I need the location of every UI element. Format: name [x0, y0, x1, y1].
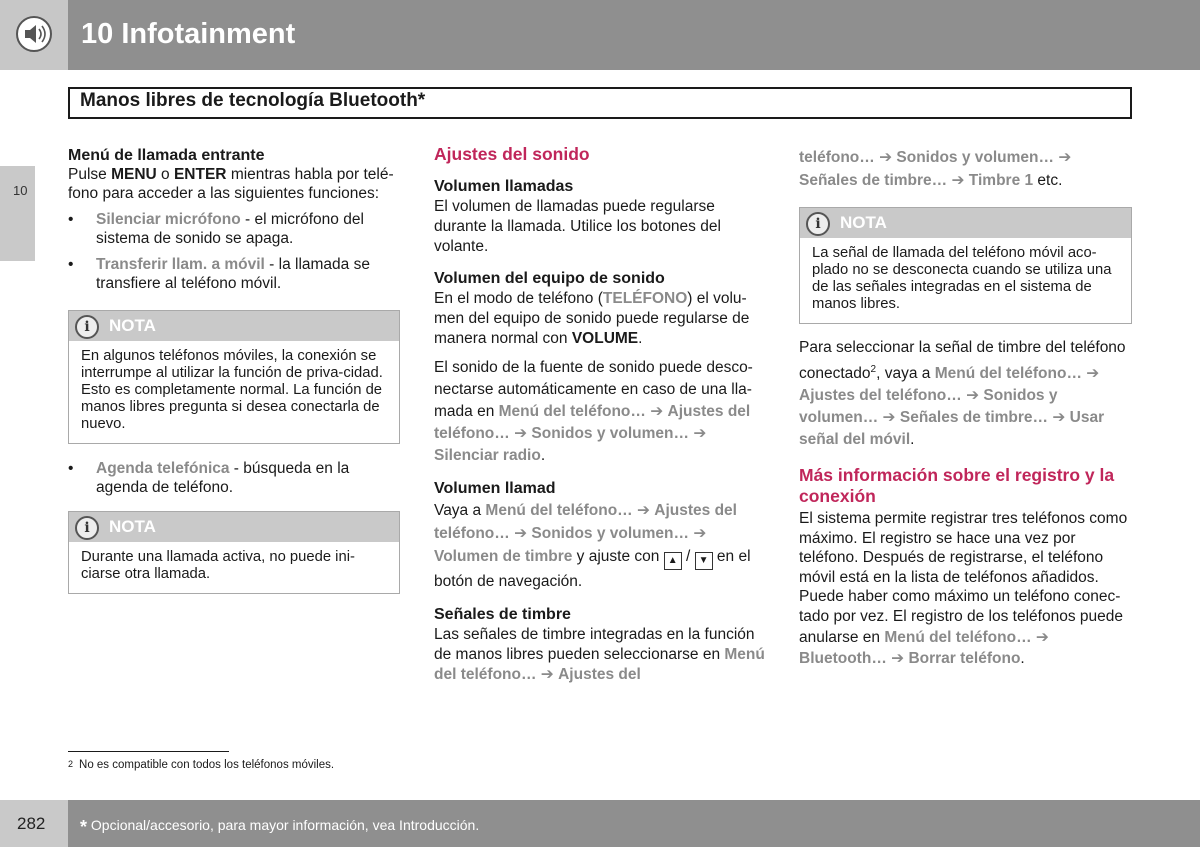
- info-icon: i: [806, 212, 830, 236]
- paragraph: [799, 337, 1134, 451]
- menu-path-item: Menú del teléfono…: [434, 646, 765, 683]
- bullet-dot: •: [68, 460, 74, 477]
- arrow-right-icon: ➔: [966, 387, 980, 405]
- menu-path-item: Menú del teléfono…: [485, 502, 633, 519]
- menu-path-item: Señales de timbre…: [799, 172, 948, 189]
- menu-path-item: Ajustes del teléfono…: [434, 502, 737, 542]
- footnote-text: No es compatible con todos los teléfonos móviles.: [79, 759, 335, 771]
- note-text: En algunos teléfonos móviles, la conexión se interrumpe al utilizar la función de priva-cidad. Esto es completamente normal. La función de manos libres pregunta si desea conectarla de nuevo.: [81, 348, 383, 432]
- arrow-right-icon: ➔: [636, 502, 650, 519]
- note-text: La señal de llamada del teléfono móvil aco-plado no se desconecta cuando se utiliza una de las señales integradas en el sistema de manos libres.: [812, 245, 1112, 312]
- text: Vaya a: [434, 502, 486, 519]
- heading-ring-signals: Señales de timbre: [434, 606, 571, 623]
- column-2: [434, 144, 767, 685]
- menu-path-item: Sonidos y volumen…: [896, 149, 1055, 166]
- arrow-right-icon: ➔: [1052, 409, 1066, 427]
- menu-path-item: Usar señal del móvil: [799, 409, 1105, 449]
- key-volume: VOLUME: [571, 330, 639, 347]
- note-header: [69, 512, 399, 542]
- heading-call-volume: Volumen llamadas: [434, 178, 574, 195]
- triangle-up-icon: ▲: [664, 552, 682, 570]
- text: El sonido de la fuente de sonido puede desco-nectarse automáticamente en caso de una lla-mada en: [434, 359, 753, 420]
- paragraph: El volumen de llamadas puede regularse durante la llamada. Utilice los botones del volante.: [434, 198, 721, 255]
- bullet-dot: •: [68, 256, 74, 273]
- column-3: [799, 146, 1133, 192]
- arrow-right-icon: ➔: [891, 650, 905, 668]
- menu-path-item: Sonidos y volumen…: [531, 525, 690, 542]
- arrow-right-icon: ➔: [693, 525, 707, 542]
- note-header: [800, 208, 1131, 238]
- heading-audio-volume: Volumen del equipo de sonido: [434, 270, 665, 287]
- arrow-right-icon: ➔: [879, 149, 893, 166]
- paragraph: [434, 289, 767, 349]
- menu-path-item: Señales de timbre…: [899, 409, 1049, 427]
- arrow-right-icon: ➔: [514, 525, 528, 542]
- info-icon: i: [75, 516, 99, 540]
- arrow-right-icon: ➔: [650, 403, 664, 420]
- text: .: [1020, 650, 1025, 668]
- text: y ajuste con: [572, 548, 664, 565]
- text: ) el volu-men del equipo de sonido puede regularse de manera normal con: [434, 290, 750, 347]
- text: - la llamada se transfiere al teléfono móvil.: [96, 256, 370, 292]
- heading-incoming-call-menu: Menú de llamada entrante: [68, 147, 265, 164]
- footer-note: [80, 817, 479, 838]
- triangle-down-icon: ▼: [695, 552, 713, 570]
- menu-path-item: Bluetooth…: [799, 650, 887, 668]
- text: Pulse: [68, 166, 112, 183]
- paragraph-continued: [799, 146, 1133, 192]
- menu-path-item: teléfono…: [799, 149, 875, 166]
- text: El sistema permite registrar tres teléfonos como máximo. El registro se hace una vez por teléfono. Después de registrarse, el teléfono móvil está en la lista de teléfonos añadidos. Puede haber como máximo un teléfono conec-tado por vez. El registro de los teléfonos puede anularse en: [799, 510, 1128, 647]
- key-menu: MENU: [111, 166, 157, 183]
- heading-sound-settings: Ajustes del sonido: [434, 144, 590, 164]
- menu-path-item: Sonidos y volumen…: [531, 425, 690, 442]
- paragraph: [434, 499, 767, 593]
- paragraph: [434, 357, 767, 467]
- column-3-lower: [799, 337, 1134, 669]
- text: en el botón de navegación.: [434, 548, 751, 590]
- speaker-icon: [15, 15, 53, 53]
- menu-path-item: Volumen de timbre: [434, 548, 573, 565]
- note-box: [68, 310, 400, 444]
- text: - búsqueda en la agenda de teléfono.: [96, 460, 350, 496]
- mode-label: TELÉFONO: [602, 290, 688, 307]
- paragraph: [434, 625, 767, 685]
- arrow-right-icon: ➔: [1086, 365, 1100, 383]
- chapter-side-number: 10: [13, 183, 28, 198]
- arrow-right-icon: ➔: [882, 409, 896, 427]
- note-box: [799, 207, 1132, 324]
- key-enter: ENTER: [173, 166, 227, 183]
- paragraph: [799, 509, 1134, 669]
- column-1-lower: [68, 459, 401, 497]
- note-text: Durante una llamada activa, no puede ini-ciarse otra llamada.: [81, 549, 355, 582]
- menu-path-item: Ajustes del teléfono…: [799, 387, 962, 405]
- heading-registration-info: Más información sobre el registro y la conexión: [799, 465, 1115, 507]
- arrow-right-icon: ➔: [1035, 629, 1049, 647]
- note-header: [69, 311, 399, 341]
- menu-path-item: Menú del teléfono…: [934, 365, 1082, 383]
- text: o: [156, 166, 174, 183]
- chapter-side-tab: [0, 166, 35, 261]
- menu-path-item: Silenciar radio: [434, 447, 541, 464]
- list-item: [68, 210, 401, 248]
- arrow-right-icon: ➔: [1058, 149, 1072, 166]
- footnote-ref: 2: [870, 364, 877, 375]
- arrow-right-icon: ➔: [540, 666, 554, 683]
- text: Para seleccionar la señal de timbre del teléfono conectado: [799, 339, 1126, 383]
- menu-path-item: Menú del teléfono…: [884, 629, 1032, 647]
- paragraph-intro: [68, 165, 401, 203]
- page-number: 282: [17, 814, 46, 833]
- text: /: [681, 548, 695, 565]
- menu-path-item: Sonidos y volumen…: [799, 387, 1058, 427]
- menu-path-item: Menú del teléfono…: [498, 403, 646, 420]
- text: .: [540, 447, 546, 464]
- heading-ring-volume: Volumen llamad: [434, 480, 556, 497]
- arrow-right-icon: ➔: [514, 425, 528, 442]
- list-item: [68, 459, 401, 497]
- footnote-number: 2: [68, 759, 74, 769]
- info-icon: i: [75, 315, 99, 339]
- column-1: [68, 146, 401, 293]
- note-title: NOTA: [109, 517, 156, 536]
- note-title: NOTA: [109, 316, 156, 335]
- text: , vaya a: [876, 365, 935, 383]
- asterisk: *: [80, 817, 88, 837]
- text: mientras habla por telé-fono para acceder a las siguientes funciones:: [68, 166, 394, 202]
- note-box: [68, 511, 400, 594]
- text: Las señales de timbre integradas en la función de manos libres pueden seleccionarse en: [434, 626, 755, 663]
- text: - el micrófono del sistema de sonido se apaga.: [96, 211, 364, 247]
- text: En el modo de teléfono (: [434, 290, 603, 307]
- text: etc.: [1033, 172, 1063, 189]
- arrow-right-icon: ➔: [951, 172, 965, 189]
- menu-path-item: Borrar teléfono: [908, 650, 1021, 668]
- menu-option: Silenciar micrófono: [96, 211, 241, 228]
- text: .: [638, 330, 643, 347]
- list-item: [68, 255, 401, 293]
- menu-path-item: Ajustes del: [558, 666, 641, 683]
- section-title: Manos libres de tecnología Bluetooth*: [80, 90, 426, 111]
- text: .: [910, 431, 915, 449]
- bullet-dot: •: [68, 211, 74, 228]
- menu-path-item: Ajustes del teléfono…: [434, 403, 751, 442]
- note-title: NOTA: [840, 213, 887, 232]
- menu-path-item: Timbre 1: [968, 172, 1034, 189]
- menu-option: Agenda telefónica: [96, 460, 230, 477]
- arrow-right-icon: ➔: [693, 425, 707, 442]
- menu-option: Transferir llam. a móvil: [96, 256, 265, 273]
- chapter-title: 10 Infotainment: [81, 18, 296, 50]
- footnote-rule: [68, 751, 229, 752]
- footnote: [68, 759, 334, 771]
- footer-text: Opcional/accesorio, para mayor información, vea Introducción.: [87, 817, 480, 833]
